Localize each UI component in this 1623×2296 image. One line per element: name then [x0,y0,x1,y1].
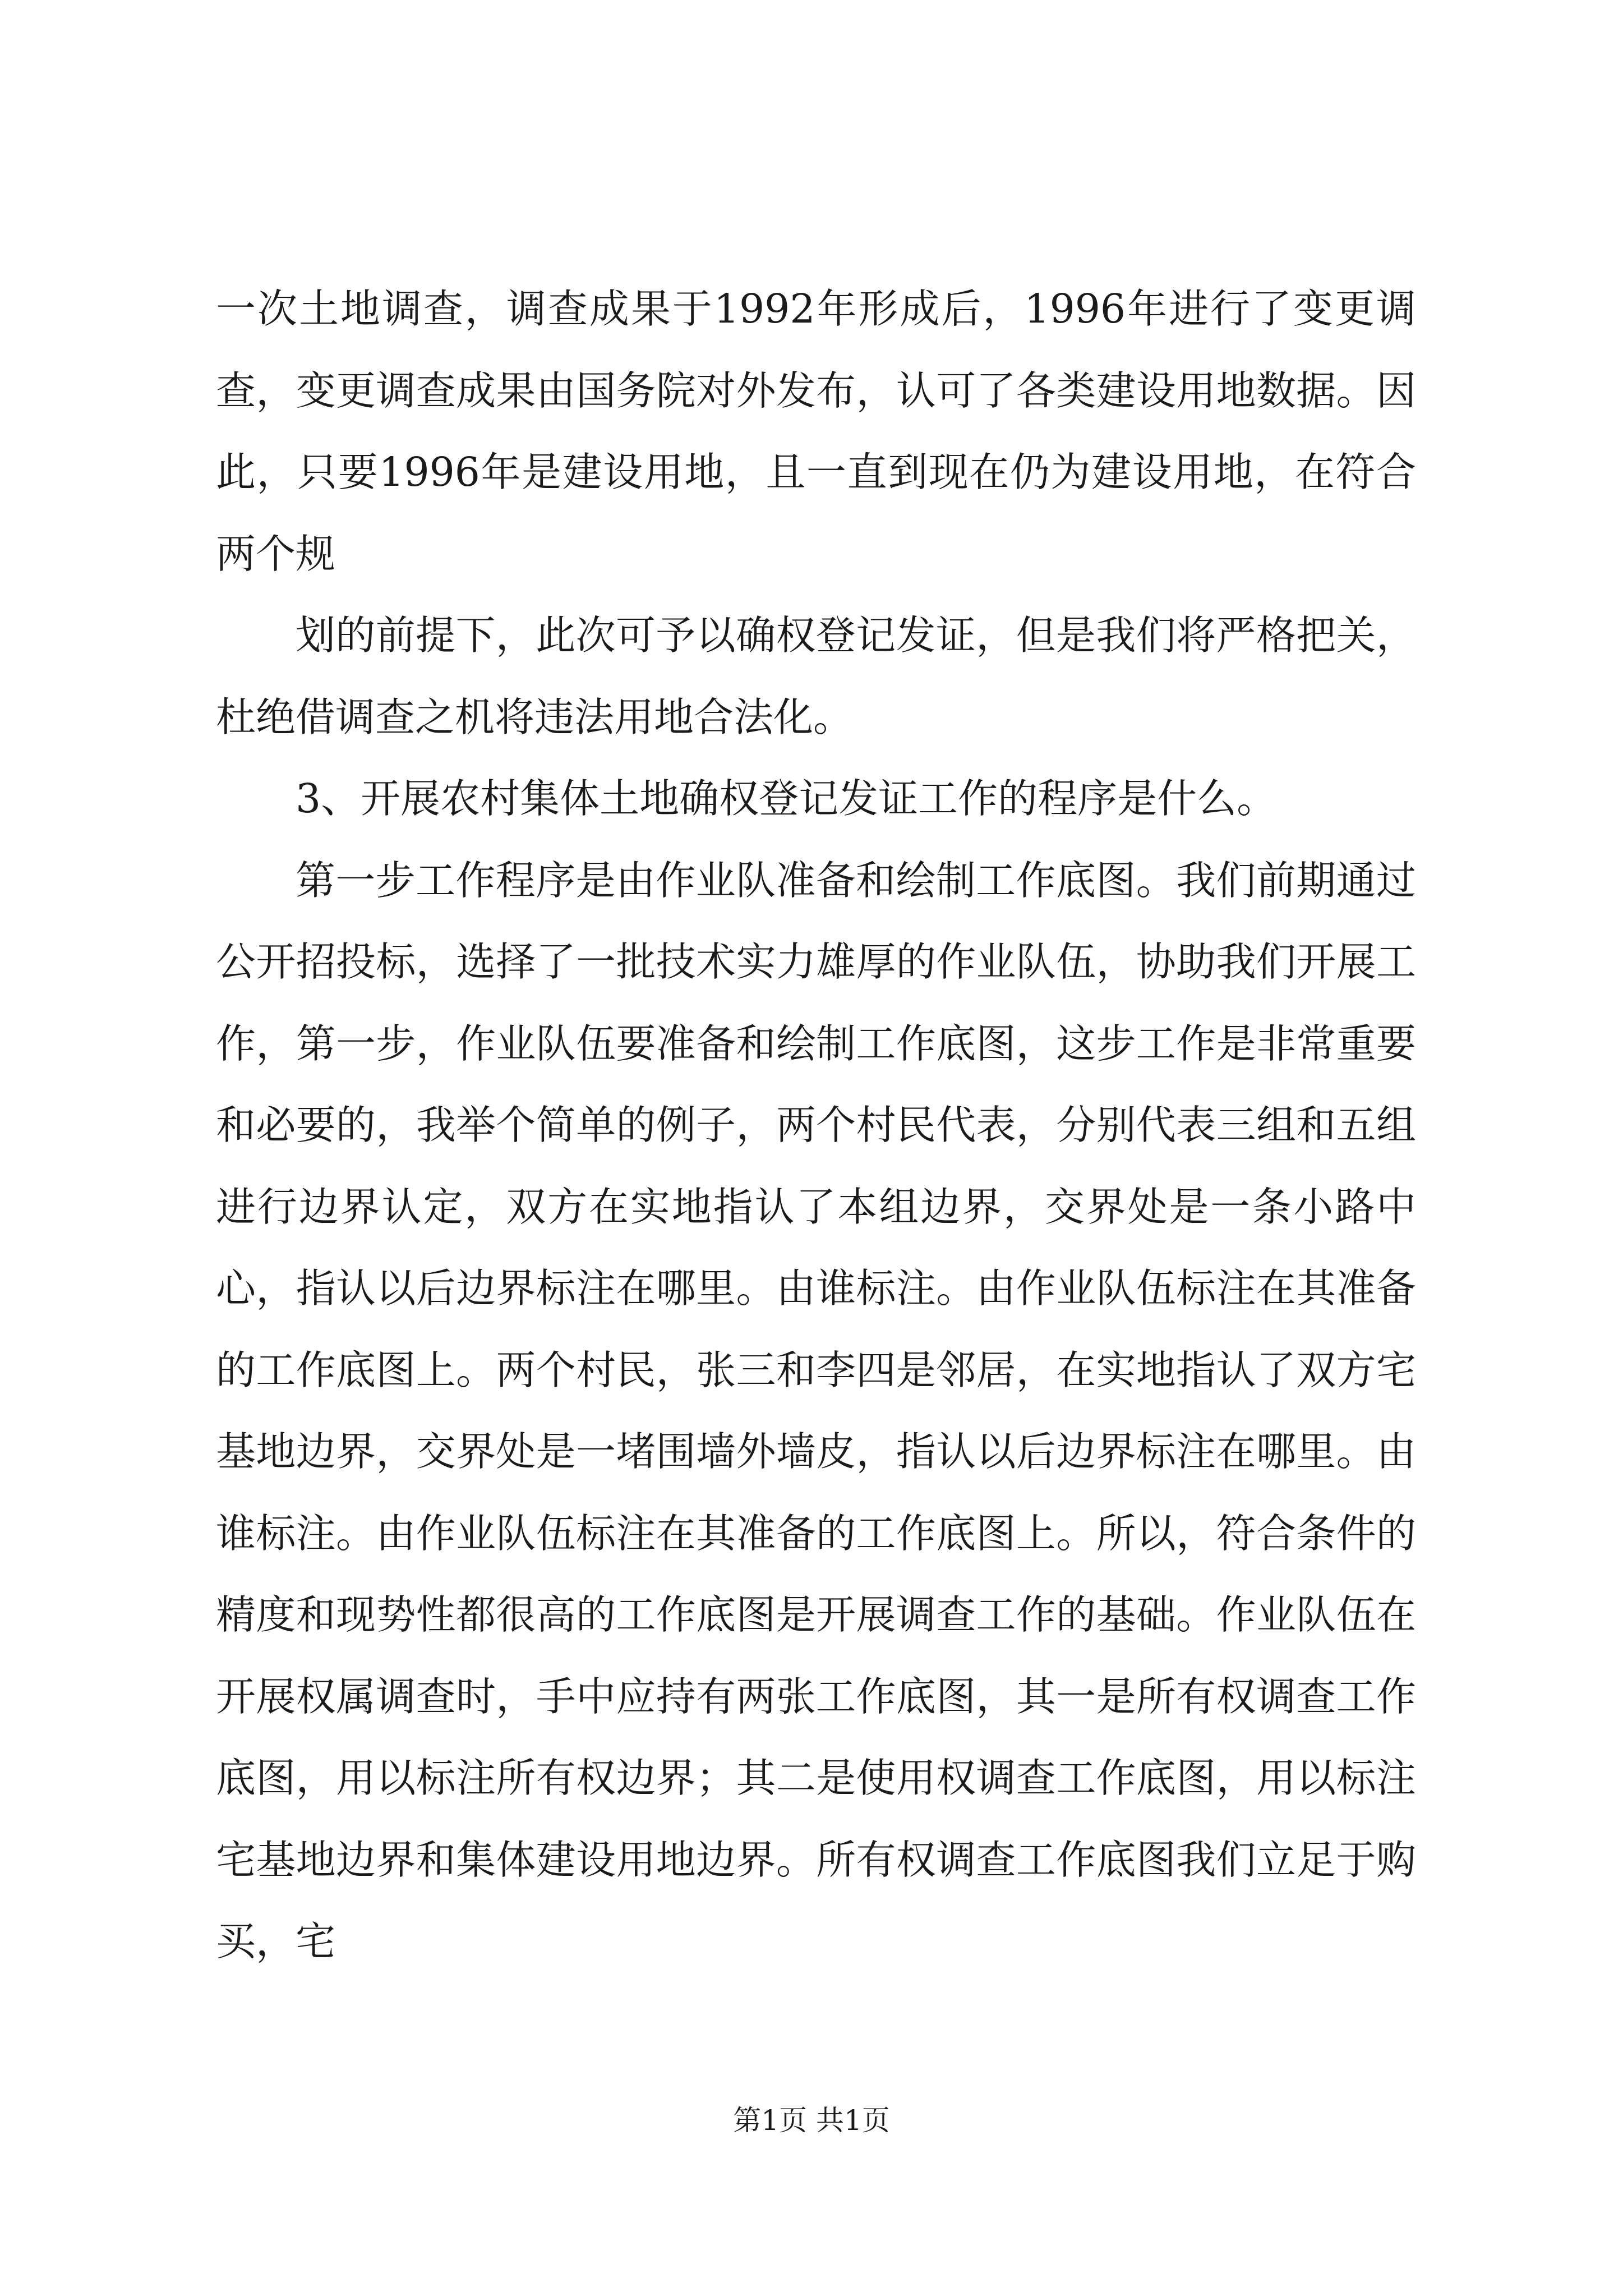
page-footer: 第1页 共1页 [733,2104,890,2137]
paragraph-4: 第一步工作程序是由作业队准备和绘制工作底图。我们前期通过公开招投标，选择了一批技术实力雄厚的作业队伍，协助我们开展工作，第一步，作业队伍要准备和绘制工作底图，这步工作是非常重要和必要的，我举个简单的例子，两个村民代表，分别代表三组和五组进行边界认定，双方在实地指认了本组边界，交界处是一条小路中心，指认以后边界标注在哪里。由谁标注。由作业队伍标注在其准备的工作底图上。两个村民，张三和李四是邻居，在实地指认了双方宅基地边界，交界处是一堵围墙外墙皮，指认以后边界标注在哪里。由谁标注。由作业队伍标注在其准备的工作底图上。所以，符合条件的精度和现势性都很高的工作底图是开展调查工作的基础。作业队伍在开展权属调查时，手中应持有两张工作底图，其一是所有权调查工作底图，用以标注所有权边界；其二是使用权调查工作底图，用以标注宅基地边界和集体建设用地边界。所有权调查工作底图我们立足于购买，宅 [216,857,1416,1964]
paragraph-1: 一次土地调查，调查成果于1992年形成后，1996年进行了变更调查，变更调查成果由国务院对外发布，认可了各类建设用地数据。因此，只要1996年是建设用地，且一直到现在仍为建设用地，在符合两个规 [216,286,1416,577]
document-body [216,268,1416,1982]
paragraph-3-heading: 3、开展农村集体土地确权登记发证工作的程序是什么。 [296,775,1277,822]
paragraph-2: 划的前提下，此次可予以确权登记发证，但是我们将严格把关，杜绝借调查之机将违法用地合法化。 [216,612,1416,740]
